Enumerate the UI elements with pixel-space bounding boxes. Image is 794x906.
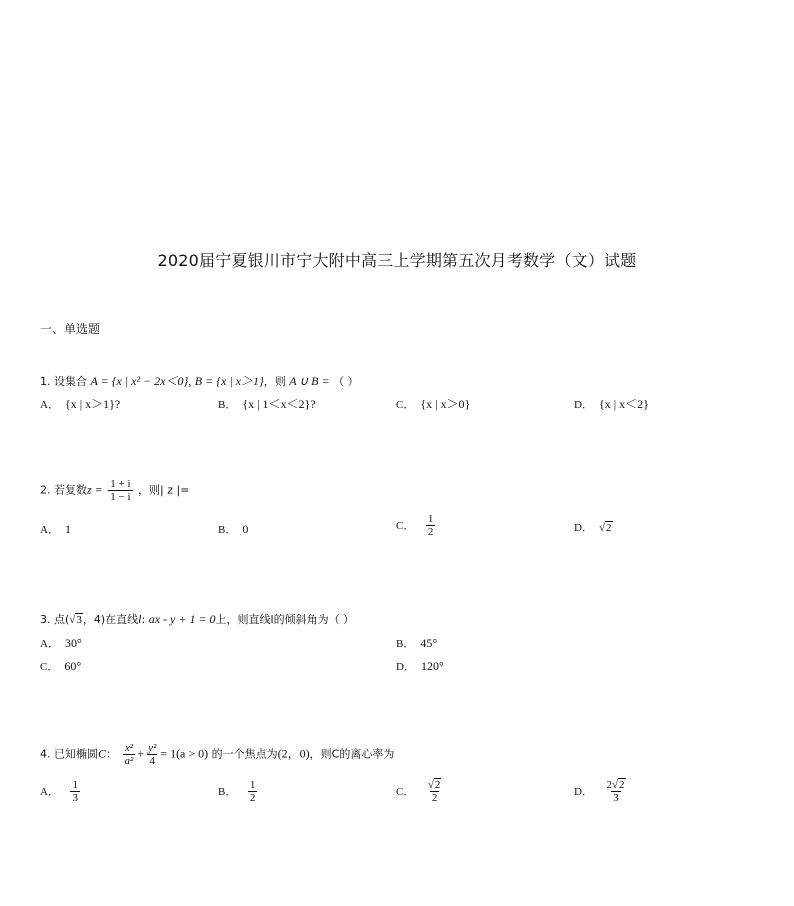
question-3-suffix: 上，则直线l的倾斜角为（ ）	[215, 613, 355, 626]
question-3-line-equation: ax - y + 1 = 0	[148, 612, 216, 626]
option-letter: C．	[40, 661, 59, 673]
question-1-paren: （ ）	[333, 375, 359, 388]
option-fraction	[70, 779, 80, 804]
question-3-mid2: :	[141, 613, 146, 626]
question-3-mid1: ，4)在直线	[82, 613, 139, 626]
option-value: 0	[242, 522, 249, 536]
option-letter: A．	[40, 785, 59, 798]
question-4-colon: ：	[106, 747, 118, 761]
question-1-option-b	[218, 395, 316, 412]
question-2-suffix: ，则| z |=	[138, 483, 190, 497]
sqrt-radicand: 2	[434, 779, 441, 791]
ellipse-x-fraction	[123, 742, 136, 767]
option-value: 120°	[420, 659, 444, 673]
option-letter: D．	[574, 399, 593, 411]
fraction-denominator: 2	[427, 526, 434, 538]
option-value: 45°	[420, 636, 438, 650]
option-letter: B．	[218, 399, 237, 411]
question-1-set-a: A = {x | x² − 2x＜0}	[90, 374, 189, 388]
question-3-option-d	[396, 658, 444, 674]
fraction-denominator: 1 − i	[110, 491, 131, 503]
option-letter: D．	[574, 522, 593, 534]
sqrt-radicand: 2	[606, 522, 612, 534]
fraction-numerator: 1	[72, 779, 78, 791]
section-heading: 一、单选题	[40, 322, 101, 336]
option-value: 1	[64, 522, 71, 536]
option-letter: B．	[218, 785, 237, 798]
question-4-prefix: 4. 已知椭圆	[40, 747, 98, 761]
fraction-denominator: 3	[72, 792, 78, 804]
question-2-stem	[40, 478, 189, 503]
question-4-curve: C	[98, 746, 107, 761]
question-3-option-b	[396, 635, 437, 651]
question-4-option-c	[396, 779, 445, 804]
question-1-expr: A ∪ B =	[289, 374, 330, 388]
question-1-option-a	[40, 395, 120, 412]
question-1-prefix: 1. 设集合	[40, 375, 87, 388]
question-4-option-d	[574, 779, 630, 804]
question-2-option-a	[40, 521, 71, 537]
question-1-mid: ，则	[263, 375, 286, 388]
fraction-numerator: y²	[148, 742, 157, 754]
option-fraction	[426, 513, 436, 538]
fraction-numerator: x²	[124, 742, 134, 754]
option-letter: C．	[396, 399, 415, 411]
question-1-option-d	[574, 395, 649, 412]
plus-sign: +	[137, 746, 145, 761]
sqrt-symbol: √2	[598, 522, 612, 534]
option-fraction	[426, 779, 444, 804]
option-letter: D．	[396, 661, 415, 673]
coefficient: 2	[606, 779, 612, 791]
question-4-focus: (2，0)	[277, 746, 310, 761]
fraction-denominator: 3	[613, 792, 619, 804]
sqrt-symbol: √2	[427, 779, 441, 791]
option-letter: A．	[40, 399, 59, 411]
question-3-stem	[40, 611, 354, 627]
question-4-option-b	[218, 779, 259, 804]
sqrt-radicand: 3	[76, 614, 82, 626]
fraction-denominator: 2	[431, 792, 438, 804]
question-3-prefix: 3. 点(	[40, 613, 70, 626]
sqrt-symbol: √2	[611, 779, 625, 791]
sqrt-radicand: 2	[619, 779, 625, 791]
question-1-option-c	[396, 395, 470, 412]
question-1-stem: 1. 设集合 A = {x | x² − 2x＜0}, B = {x | x＞1}，则 A ∪ B = （ ）	[40, 374, 359, 388]
question-4-option-a	[40, 779, 82, 804]
sqrt-symbol: √3	[69, 614, 82, 626]
fraction-numerator: 1 + i	[110, 478, 131, 490]
question-3-option-c	[40, 658, 81, 674]
option-value: {x | x＞1}?	[64, 397, 121, 411]
question-2-option-d	[574, 519, 613, 535]
option-letter: A．	[40, 524, 59, 536]
option-fraction	[248, 779, 258, 804]
question-2-option-b	[218, 521, 248, 537]
question-2-prefix: 2. 若复数	[40, 483, 87, 497]
fraction-denominator: 2	[249, 792, 256, 804]
fraction-numerator: 1	[249, 779, 256, 791]
option-value: {x | x＜2}	[598, 397, 649, 411]
option-value: 30°	[64, 636, 82, 650]
ellipse-equation-rest: = 1(a > 0)	[160, 746, 209, 761]
question-3-line-name: l	[138, 612, 142, 626]
option-letter: A．	[40, 638, 59, 650]
page-title: 2020届宁夏银川市宁大附中高三上学期第五次月考数学（文）试题	[157, 251, 637, 270]
fraction-numerator: 1	[427, 513, 434, 525]
option-letter: D．	[574, 785, 593, 798]
fraction-denominator: a²	[124, 755, 134, 767]
option-letter: C．	[396, 785, 415, 798]
option-fraction	[604, 779, 627, 804]
question-4-suffix: ，则C的离心率为	[309, 747, 395, 761]
option-value: {x | 1＜x＜2}?	[242, 397, 316, 411]
option-letter: B．	[218, 524, 237, 536]
option-letter: B．	[396, 638, 415, 650]
question-4-stem	[40, 742, 394, 767]
option-letter: C．	[396, 519, 415, 532]
option-value: {x | x＞0}	[420, 397, 471, 411]
question-2-fraction	[108, 478, 132, 503]
fraction-denominator: 4	[149, 755, 155, 767]
question-1-set-b: B = {x | x＞1}	[194, 374, 264, 388]
question-2-lhs: z =	[87, 482, 103, 497]
question-4-mid: 的一个焦点为	[211, 747, 278, 761]
question-3-option-a	[40, 635, 82, 651]
question-2-option-c	[396, 513, 437, 538]
option-value: 60°	[64, 659, 82, 673]
ellipse-y-fraction	[146, 742, 158, 767]
